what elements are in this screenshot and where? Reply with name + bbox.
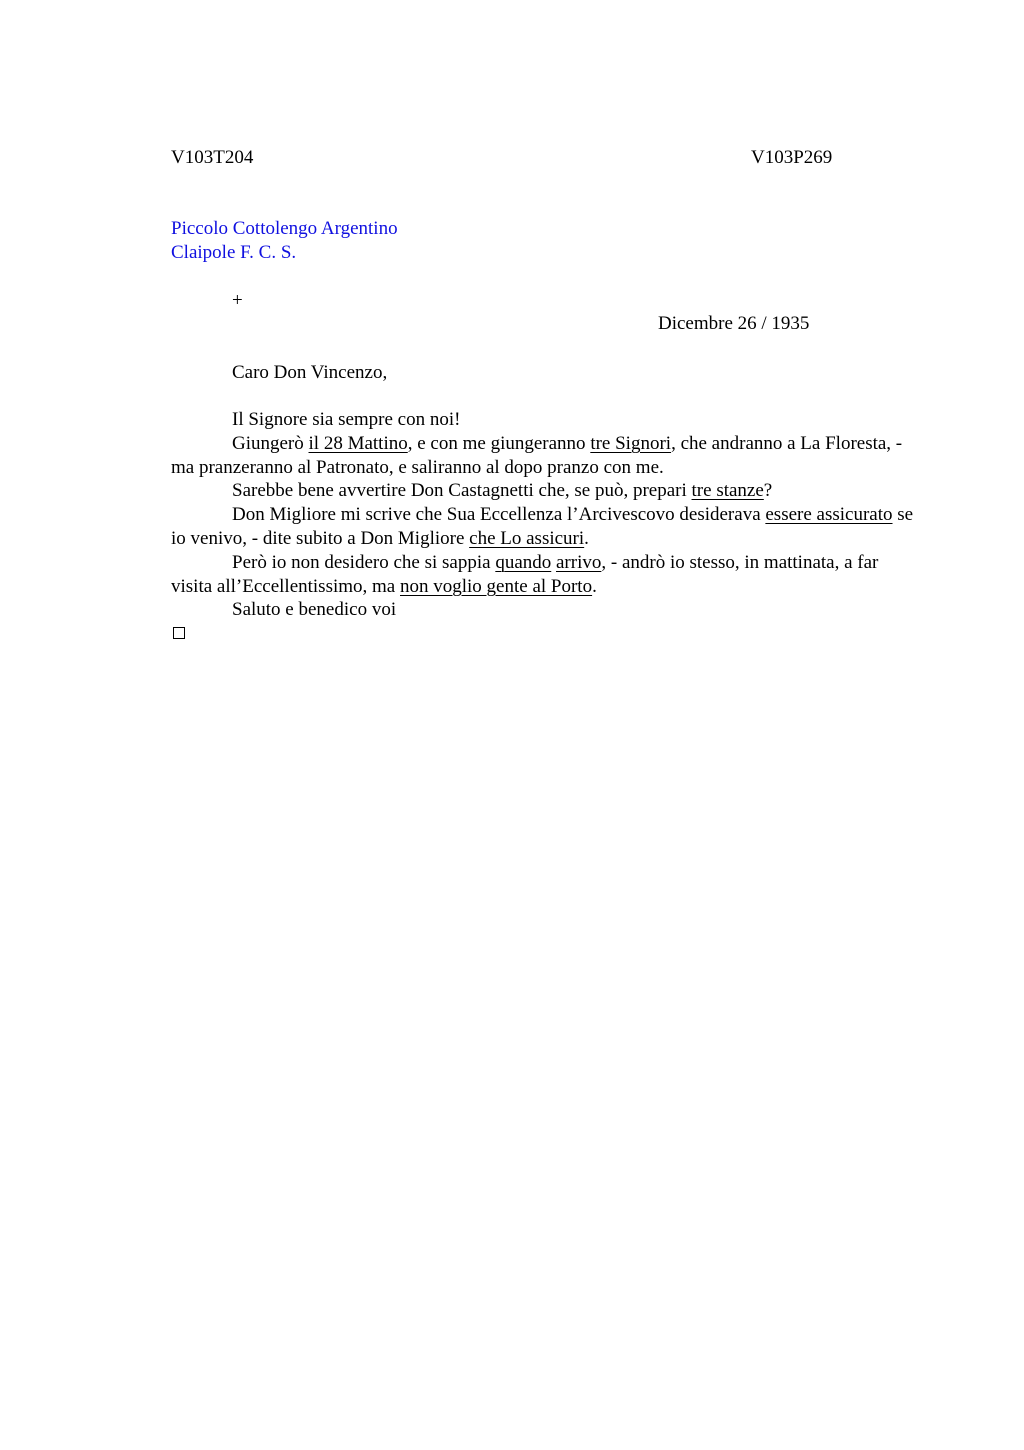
letter-date: Dicembre 26 / 1935 — [658, 313, 810, 334]
paragraph-greeting: Il Signore sia sempre con noi! — [232, 409, 461, 430]
underlined-text: che Lo assicuri — [469, 527, 585, 549]
text-span: . — [584, 527, 589, 549]
text-span: , che andranno a La Floresta, - ma pranzeranno al Patronato, e saliranno al dopo pranzo con me. — [171, 432, 903, 478]
text-span: . — [592, 575, 597, 597]
cross-mark: + — [232, 290, 243, 311]
paragraph-visit — [171, 551, 916, 599]
document-code-left: V103T204 — [171, 147, 254, 168]
paragraph-arrival — [171, 432, 916, 480]
underlined-text: quando — [495, 551, 552, 573]
square-box-icon — [173, 627, 185, 639]
text-span: Sarebbe bene avvertire Don Castagnetti che, se può, prepari — [232, 480, 692, 502]
document-code-right: V103P269 — [751, 147, 833, 168]
text-span: , e con me giungeranno — [407, 432, 591, 454]
paragraph-closing: Saluto e benedico voi — [232, 599, 397, 621]
text-span: , - andrò io stesso, in mattinata, a far visita all’Eccellentissimo, ma — [171, 551, 879, 597]
text-span: Però io non desidero che si sappia — [232, 551, 496, 573]
paragraph-rooms — [171, 479, 916, 503]
paragraph-archbishop — [171, 503, 916, 551]
text-span: Giungerò — [232, 432, 309, 454]
letterhead-line-2: Claipole F. C. S. — [171, 242, 297, 263]
underlined-text: tre stanze — [691, 480, 764, 502]
salutation: Caro Don Vincenzo, — [232, 362, 388, 383]
text-span: ? — [763, 480, 773, 502]
underlined-text: il 28 Mattino — [308, 432, 408, 454]
underlined-text: tre Signori — [590, 432, 672, 454]
text-span: se io venivo, - dite subito a Don Migliore — [171, 504, 914, 549]
letter-body — [171, 408, 916, 622]
underlined-text: essere assicurato — [765, 504, 893, 526]
underlined-text: non voglio gente al Porto — [400, 575, 593, 597]
text-span: Don Migliore mi scrive che Sua Eccellenza l’Arcivescovo desiderava — [232, 504, 766, 526]
underlined-text: arrivo — [556, 551, 602, 573]
letterhead-line-1: Piccolo Cottolengo Argentino — [171, 218, 398, 239]
